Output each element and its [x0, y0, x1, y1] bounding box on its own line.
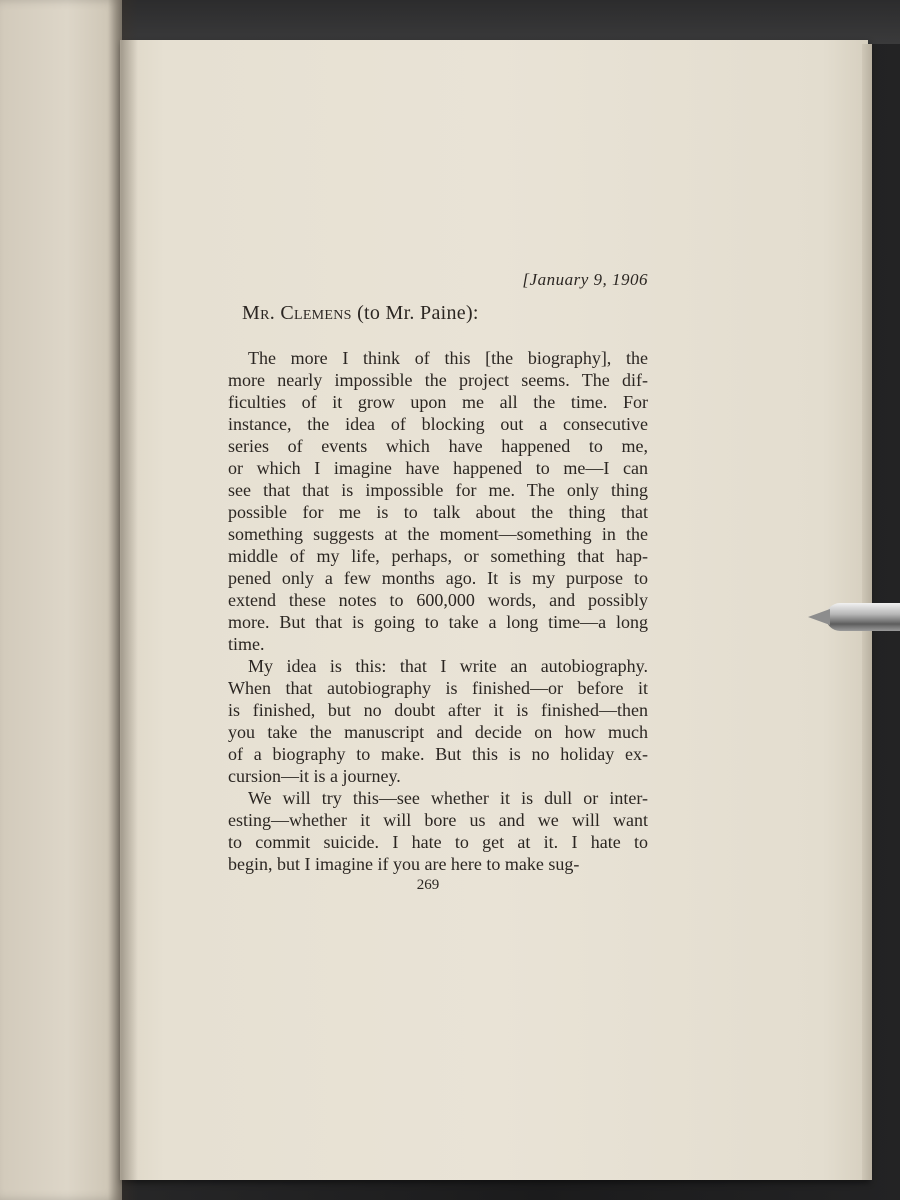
- speaker-heading: [242, 302, 648, 325]
- text-line: more nearly impossible the project seems. The dif-: [228, 370, 648, 390]
- text-line: pened only a few months ago. It is my purpose to: [228, 568, 648, 588]
- pen-body: [826, 603, 900, 631]
- text-line: you take the manuscript and decide on how much: [228, 722, 648, 742]
- text-line: begin, but I imagine if you are here to make sug-: [228, 854, 580, 874]
- text-line: of a biography to make. But this is no holiday ex-: [228, 744, 648, 764]
- text-line: instance, the idea of blocking out a consecutive: [228, 414, 648, 434]
- text-line: time.: [228, 634, 265, 654]
- text-line: cursion—it is a journey.: [228, 766, 401, 786]
- text-line: When that autobiography is finished—or before it: [228, 678, 648, 698]
- left-page: [0, 0, 122, 1200]
- text-line: is finished, but no doubt after it is finished—then: [228, 700, 648, 720]
- speaker-addressee: (to Mr. Paine):: [351, 302, 479, 324]
- text-line: something suggests at the moment—something in the: [228, 524, 648, 544]
- dateline: [January 9, 1906: [522, 270, 648, 289]
- text-line: middle of my life, perhaps, or something that hap-: [228, 546, 648, 566]
- body-text: [228, 347, 648, 875]
- text-line: or which I imagine have happened to me—I can: [228, 458, 648, 478]
- text-line: to commit suicide. I hate to get at it. I hate to: [228, 832, 648, 852]
- gutter-shadow: [108, 0, 138, 1200]
- text-line: see that that is impossible for me. The only thing: [228, 480, 648, 500]
- text-line: We will try this—see whether it is dull or inter-: [248, 788, 648, 808]
- text-line: esting—whether it will bore us and we will want: [228, 810, 648, 830]
- text-block: [228, 270, 648, 894]
- text-line: series of events which have happened to me,: [228, 436, 648, 456]
- text-line: My idea is this: that I write an autobiography.: [248, 656, 648, 676]
- speaker-name: Mr. Clemens: [242, 302, 352, 324]
- text-line: more. But that is going to take a long time—a long: [228, 612, 648, 632]
- book-cover-edge: [96, 0, 900, 44]
- pen-pointer: [808, 597, 900, 637]
- text-line: The more I think of this [the biography], the: [248, 348, 648, 368]
- text-line: possible for me is to talk about the thing that: [228, 502, 648, 522]
- pen-tip: [808, 609, 830, 625]
- page-number: 269: [416, 877, 440, 893]
- text-line: extend these notes to 600,000 words, and possibly: [228, 590, 648, 610]
- text-line: ficulties of it grow upon me all the time. For: [228, 392, 648, 412]
